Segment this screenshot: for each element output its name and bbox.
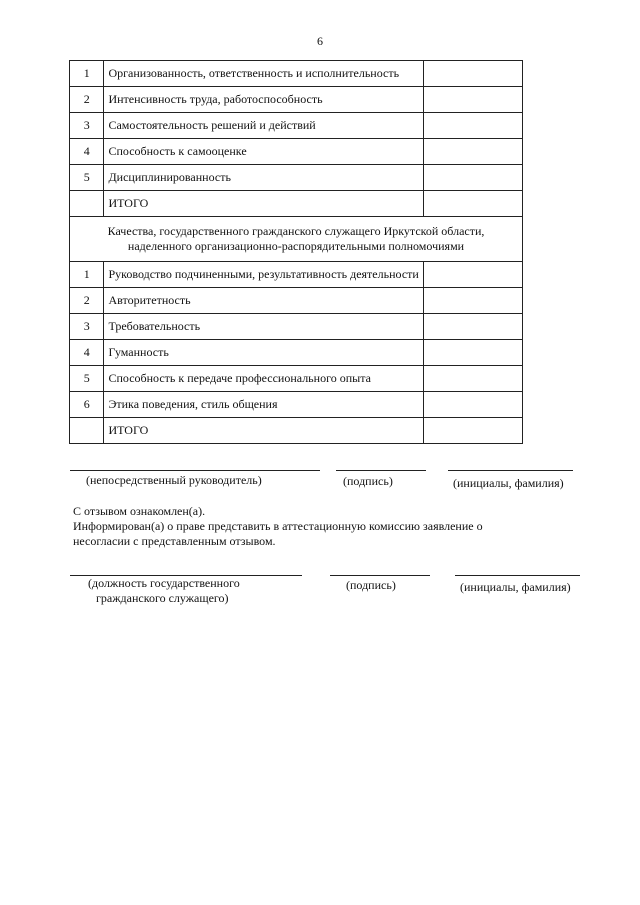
supervisor-role-caption: (непосредственный руководитель) — [86, 473, 262, 487]
criterion-label: Самостоятельность решений и действий — [104, 113, 423, 139]
table-row — [70, 165, 523, 191]
criterion-label: Способность к самооценке — [104, 139, 423, 165]
row-number-empty — [70, 418, 104, 444]
score-cell[interactable] — [423, 366, 522, 392]
acknowledgement-line-2: Информирован(а) о праве представить в аттестационную комиссию заявление о — [73, 519, 483, 533]
page-number: 6 — [317, 34, 323, 48]
row-number: 2 — [70, 87, 104, 113]
total-label: ИТОГО — [104, 191, 423, 217]
total-row — [70, 191, 523, 217]
name-caption: (инициалы, фамилия) — [460, 580, 571, 594]
total-label: ИТОГО — [104, 418, 423, 444]
row-number: 4 — [70, 340, 104, 366]
table-row — [70, 113, 523, 139]
total-row — [70, 418, 523, 444]
criterion-label: Авторитетность — [104, 288, 423, 314]
score-cell[interactable] — [423, 61, 522, 87]
position-caption-line-2: гражданского служащего) — [96, 591, 229, 605]
role-line[interactable] — [70, 470, 320, 471]
table-row — [70, 288, 523, 314]
criterion-label: Руководство подчиненными, результативность деятельности — [104, 262, 423, 288]
row-number: 5 — [70, 165, 104, 191]
table-row — [70, 340, 523, 366]
row-number: 2 — [70, 288, 104, 314]
criterion-label: Способность к передаче профессионального опыта — [104, 366, 423, 392]
name-caption: (инициалы, фамилия) — [453, 476, 564, 490]
table-row — [70, 61, 523, 87]
criterion-label: Этика поведения, стиль общения — [104, 392, 423, 418]
acknowledgement-line-1: С отзывом ознакомлен(а). — [73, 504, 206, 518]
row-number: 3 — [70, 314, 104, 340]
evaluation-table — [69, 60, 523, 444]
score-cell[interactable] — [423, 392, 522, 418]
score-cell[interactable] — [423, 340, 522, 366]
score-cell[interactable] — [423, 113, 522, 139]
total-score-cell[interactable] — [423, 191, 522, 217]
score-cell[interactable] — [423, 139, 522, 165]
table-row — [70, 366, 523, 392]
row-number: 6 — [70, 392, 104, 418]
name-line[interactable] — [455, 575, 580, 576]
section-heading: Качества, государственного гражданского служащего Иркутской области, наделенного организационно-распорядительными полномочиями — [70, 217, 523, 262]
table-row — [70, 314, 523, 340]
section-heading-row — [70, 217, 523, 262]
score-cell[interactable] — [423, 262, 522, 288]
row-number: 1 — [70, 61, 104, 87]
row-number: 5 — [70, 366, 104, 392]
table-row — [70, 87, 523, 113]
score-cell[interactable] — [423, 314, 522, 340]
score-cell[interactable] — [423, 165, 522, 191]
position-caption-line-1: (должность государственного — [88, 576, 240, 590]
score-cell[interactable] — [423, 87, 522, 113]
score-cell[interactable] — [423, 288, 522, 314]
name-line[interactable] — [448, 470, 573, 471]
criterion-label: Требовательность — [104, 314, 423, 340]
signature-caption: (подпись) — [346, 578, 396, 592]
table-row — [70, 392, 523, 418]
criterion-label: Организованность, ответственность и исполнительность — [104, 61, 423, 87]
row-number: 4 — [70, 139, 104, 165]
signature-caption: (подпись) — [343, 474, 393, 488]
row-number-empty — [70, 191, 104, 217]
row-number: 1 — [70, 262, 104, 288]
acknowledgement-line-3: несогласии с представленным отзывом. — [73, 534, 276, 548]
criterion-label: Гуманность — [104, 340, 423, 366]
total-score-cell[interactable] — [423, 418, 522, 444]
criterion-label: Интенсивность труда, работоспособность — [104, 87, 423, 113]
signature-line[interactable] — [336, 470, 426, 471]
row-number: 3 — [70, 113, 104, 139]
criterion-label: Дисциплинированность — [104, 165, 423, 191]
signature-line[interactable] — [330, 575, 430, 576]
table-row — [70, 139, 523, 165]
table-row — [70, 262, 523, 288]
